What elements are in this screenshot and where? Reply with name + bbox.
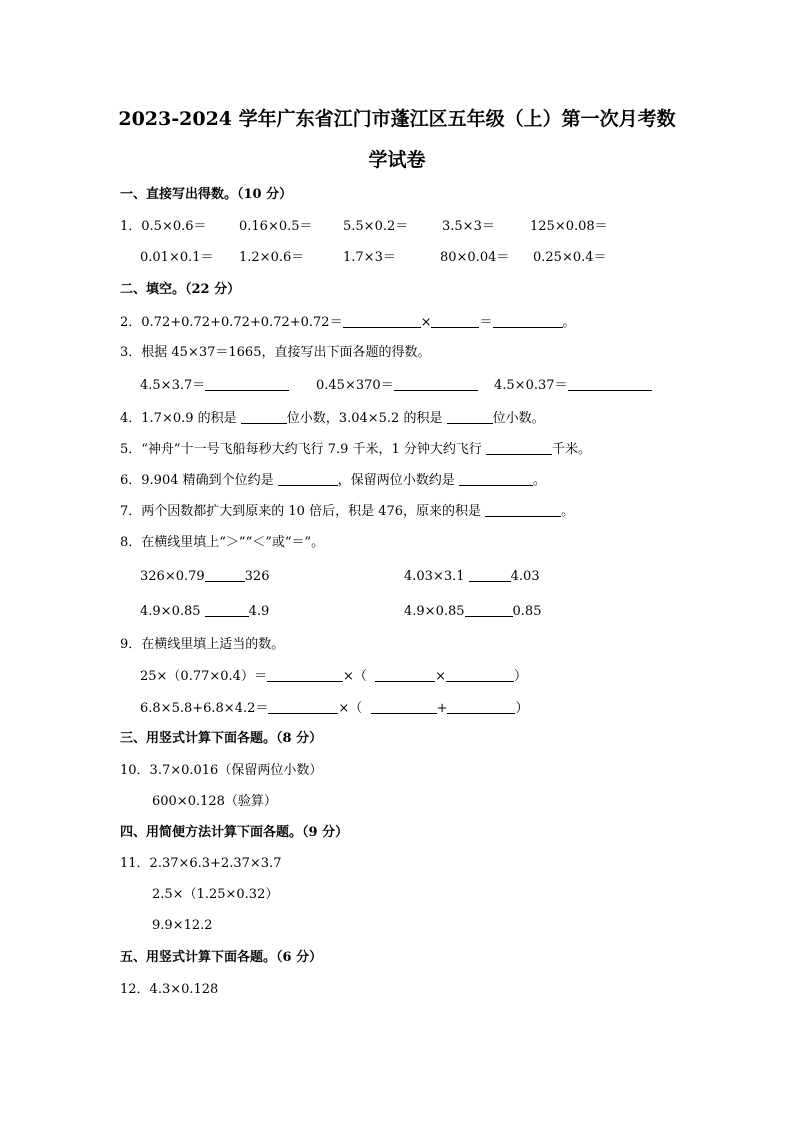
q6-text: 6．9.904 精确到个位约是 (120, 473, 274, 488)
q9-line (140, 701, 528, 715)
answer-blank[interactable] (241, 411, 287, 424)
q1-item: 0.16×0.5＝ (239, 219, 313, 234)
answer-blank[interactable] (205, 604, 249, 617)
q2-end: 。 (562, 315, 576, 330)
section-heading-4: 四、用简便方法计算下面各题。（9 分） (120, 825, 349, 840)
q8-left: 326×0.79 (140, 569, 205, 584)
q2-times: × (420, 315, 432, 330)
q9-text: ×（ (338, 701, 363, 716)
q6-text: 。 (532, 473, 546, 488)
answer-blank[interactable] (447, 701, 515, 714)
question-7 (120, 504, 574, 518)
q3-item (140, 378, 289, 392)
q3-expr: 4.5×3.7＝ (140, 378, 206, 393)
q9-text: 6.8×5.8+6.8×4.2＝ (140, 701, 269, 716)
q9-text: ） (514, 669, 528, 684)
section-heading-2: 二、填空。（22 分） (120, 282, 241, 297)
answer-blank[interactable] (446, 669, 514, 682)
q8-item (404, 569, 540, 583)
q3-expr: 4.5×0.37＝ (494, 378, 568, 393)
q8-item (404, 604, 541, 618)
section-heading-3: 三、用竖式计算下面各题。（8 分） (120, 731, 323, 746)
answer-blank[interactable] (459, 473, 533, 486)
q9-text: × (435, 669, 447, 684)
question-11-part: 9.9×12.2 (152, 918, 213, 933)
answer-blank[interactable] (375, 669, 435, 682)
answer-blank[interactable] (267, 669, 343, 682)
question-10: 10．3.7×0.016（保留两位小数） (120, 763, 323, 778)
answer-blank[interactable] (205, 378, 289, 391)
answer-blank[interactable] (486, 442, 552, 455)
question-5 (120, 442, 591, 456)
question-11: 11．2.37×6.3+2.37×3.7 (120, 856, 282, 871)
answer-blank[interactable] (268, 701, 338, 714)
page-title-line2: 学试卷 (368, 149, 426, 171)
answer-blank[interactable] (343, 315, 421, 328)
q1-item: 1.2×0.6＝ (239, 250, 305, 265)
q5-text: 5．“神舟”十一号飞船每秒大约飞行 7.9 千米，1 分钟大约飞行 (120, 442, 482, 457)
q8-right: 326 (244, 569, 270, 584)
q8-right: 4.03 (510, 569, 540, 584)
q9-line (140, 669, 527, 683)
answer-blank[interactable] (485, 504, 561, 517)
question-11-part: 2.5×（1.25×0.32） (152, 887, 279, 902)
q3-item (494, 378, 652, 392)
q9-text: ） (515, 701, 529, 716)
q8-item (140, 604, 269, 618)
q9-text: ×（ (342, 669, 367, 684)
answer-blank[interactable] (371, 701, 437, 714)
q4-text: 位小数，3.04×5.2 的积是 (286, 411, 443, 426)
q5-text: 千米。 (552, 442, 592, 457)
q1-item: 1.7×3＝ (343, 250, 396, 265)
section-heading-5: 五、用竖式计算下面各题。（6 分） (120, 950, 323, 965)
answer-blank[interactable] (447, 411, 493, 424)
q8-right: 0.85 (512, 604, 542, 619)
q3-item (316, 378, 478, 392)
q9-text: 25×（0.77×0.4）＝ (140, 669, 267, 684)
q1-item: 80×0.04＝ (440, 250, 510, 265)
q1-item: 5.5×0.2＝ (343, 219, 409, 234)
q1-item: 0.25×0.4＝ (533, 250, 607, 265)
answer-blank[interactable] (431, 315, 479, 328)
q6-text: ，保留两位小数约是 (337, 473, 455, 488)
q2-text: 2．0.72+0.72+0.72+0.72+0.72＝ (120, 315, 343, 330)
section-heading-1: 一、直接写出得数。（10 分） (120, 187, 293, 202)
question-9-intro: 9．在横线里填上适当的数。 (120, 637, 285, 652)
page-title-line1: 2023-2024 学年广东省江门市蓬江区五年级（上）第一次月考数 (118, 108, 676, 130)
answer-blank[interactable] (205, 569, 245, 582)
question-10-part: 600×0.128（验算） (152, 794, 277, 809)
q1-item: 3.5×3＝ (442, 219, 495, 234)
q7-text: 7．两个因数都扩大到原来的 10 倍后，积是 476，原来的积是 (120, 504, 482, 519)
q1-item: 0.01×0.1＝ (140, 250, 214, 265)
question-8-intro: 8．在横线里填上“＞”“＜”或“＝”。 (120, 535, 325, 550)
q1-item: 125×0.08＝ (530, 219, 608, 234)
answer-blank[interactable] (568, 378, 652, 391)
q4-text: 4．1.7×0.9 的积是 (120, 411, 237, 426)
question-4 (120, 411, 545, 425)
q4-text: 位小数。 (492, 411, 545, 426)
question-12: 12．4.3×0.128 (120, 982, 219, 997)
q8-left: 4.9×0.85 (140, 604, 201, 619)
q8-left: 4.9×0.85 (404, 604, 465, 619)
answer-blank[interactable] (493, 315, 563, 328)
answer-blank[interactable] (465, 604, 513, 617)
q9-text: + (436, 701, 448, 716)
q8-left: 4.03×3.1 (404, 569, 465, 584)
q2-equals: ＝ (479, 315, 493, 330)
answer-blank[interactable] (469, 569, 511, 582)
q8-right: 4.9 (248, 604, 270, 619)
question-6 (120, 473, 546, 487)
q8-item (140, 569, 269, 583)
question-2 (120, 315, 576, 329)
q1-item: 1．0.5×0.6＝ (120, 219, 207, 234)
answer-blank[interactable] (394, 378, 478, 391)
q3-expr: 0.45×370＝ (316, 378, 394, 393)
question-3-intro: 3．根据 45×37＝1665，直接写出下面各题的得数。 (120, 345, 431, 360)
answer-blank[interactable] (278, 473, 338, 486)
q7-text: 。 (561, 504, 575, 519)
